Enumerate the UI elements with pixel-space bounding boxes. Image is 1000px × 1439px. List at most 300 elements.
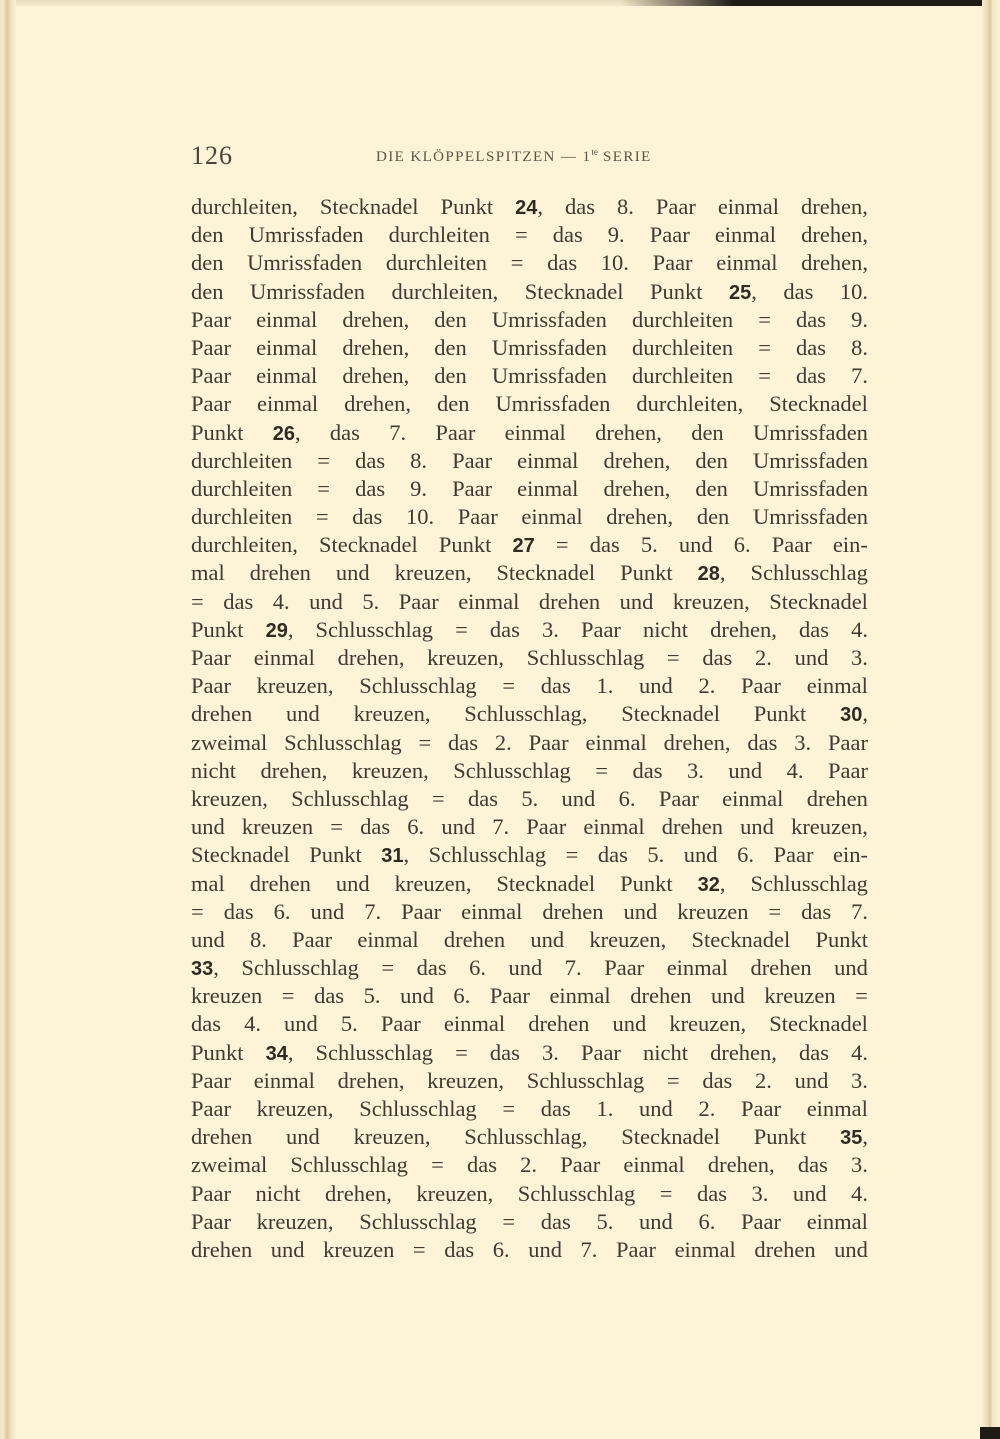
word: drehen, xyxy=(342,334,410,360)
word: Schlusschlag xyxy=(359,673,477,699)
running-head xyxy=(376,147,652,166)
word: Umrissfaden xyxy=(752,504,868,530)
word: drehen xyxy=(249,870,311,896)
word: und xyxy=(711,983,745,1009)
word: 4. xyxy=(244,1011,261,1037)
bold-number: 26 xyxy=(272,422,296,445)
pin-point-number: 24, xyxy=(515,194,543,219)
word: Schlusschlag xyxy=(315,1039,434,1065)
word: drehen xyxy=(630,983,692,1009)
word: das xyxy=(799,616,829,642)
text-line xyxy=(191,221,868,249)
word: Schlusschlag, xyxy=(464,701,588,727)
word: Paar xyxy=(827,729,868,755)
word: Schlusschlag xyxy=(453,757,571,783)
word: = xyxy=(502,673,516,699)
word: nicht xyxy=(643,1039,688,1065)
word: das xyxy=(360,814,391,840)
word: Schlusschlag xyxy=(359,1096,477,1121)
word: Umrissfaden xyxy=(752,447,868,473)
word: und xyxy=(794,645,829,670)
text-line xyxy=(191,390,868,418)
word: das xyxy=(223,898,254,924)
text-line xyxy=(191,559,868,587)
word: den xyxy=(696,504,730,530)
word: das xyxy=(796,306,827,332)
word: das xyxy=(552,222,583,248)
word: 4. xyxy=(786,757,804,783)
word: = xyxy=(855,983,868,1009)
word: das xyxy=(747,729,778,755)
word: das xyxy=(352,504,383,530)
bold-number: 29 xyxy=(265,619,288,642)
word: nicht xyxy=(255,1180,301,1206)
word: und xyxy=(286,701,320,727)
pin-point-number xyxy=(513,531,535,559)
word: das xyxy=(589,532,620,558)
word: Paar xyxy=(191,334,231,360)
word: drehen xyxy=(806,785,868,811)
word: das xyxy=(444,1236,475,1262)
word: kreuzen xyxy=(677,898,749,924)
word: einmal xyxy=(806,673,868,699)
word: kreuzen, xyxy=(427,645,504,670)
word: 2. xyxy=(755,1067,772,1093)
word: Paar xyxy=(398,588,439,614)
word: Schlusschlag, xyxy=(464,1124,588,1150)
word: kreuzen xyxy=(191,983,263,1009)
word: Schlusschlag xyxy=(359,1208,477,1234)
bold-number: 33 xyxy=(191,958,214,981)
word: und xyxy=(441,814,476,840)
word: den xyxy=(434,334,467,360)
word: = xyxy=(191,898,204,924)
word: drehen xyxy=(528,1011,590,1037)
word: einmal xyxy=(716,250,778,276)
word: 2. xyxy=(494,729,512,755)
word: 3. xyxy=(794,729,812,755)
word: und xyxy=(728,757,763,783)
word: das xyxy=(540,673,571,699)
pin-point-number: 31, xyxy=(381,842,410,868)
word: 6. xyxy=(273,898,291,924)
word: 3. xyxy=(686,757,704,783)
bold-number: 24 xyxy=(515,197,538,219)
word: 3. xyxy=(851,645,868,670)
word: = xyxy=(666,645,680,670)
word: Stecknadel xyxy=(769,391,868,417)
word: einmal xyxy=(521,504,583,530)
word: = xyxy=(502,1096,516,1121)
word: Paar xyxy=(616,1236,656,1262)
word: Stecknadel xyxy=(691,926,791,952)
word: einmal xyxy=(714,222,777,248)
word: einmal xyxy=(256,391,319,417)
word: einmal xyxy=(256,334,318,360)
word: Schlusschlag xyxy=(291,785,409,811)
word: drehen, xyxy=(603,475,671,501)
word: das xyxy=(597,842,628,868)
word: Paar xyxy=(741,1208,781,1234)
word: und xyxy=(400,983,434,1009)
word: = xyxy=(758,363,771,389)
word: Punkt xyxy=(191,616,244,642)
word: einmal xyxy=(256,306,318,332)
word: drehen xyxy=(249,560,311,586)
word: durchleiten xyxy=(388,222,490,248)
word: das xyxy=(314,983,345,1009)
word: einmal xyxy=(253,645,315,670)
word: Paar xyxy=(435,419,476,445)
word: Umrissfaden xyxy=(249,278,365,304)
word: 6. xyxy=(733,532,751,558)
word: einmal xyxy=(585,729,647,755)
word: Umrissfaden xyxy=(752,475,868,501)
word: und xyxy=(834,1236,868,1262)
word: zweimal xyxy=(191,729,268,755)
word: Stecknadel xyxy=(524,278,624,304)
word: Punkt xyxy=(649,278,703,304)
word: kreuzen, xyxy=(672,588,750,614)
word: drehen, xyxy=(603,447,671,473)
pin-point-number: 28, xyxy=(697,560,726,586)
pin-point-number: 29, xyxy=(265,616,294,642)
word: drehen, xyxy=(801,250,868,276)
word: Paar xyxy=(560,1152,601,1178)
word: Paar xyxy=(191,1096,231,1121)
word: Paar xyxy=(580,616,621,642)
text-line xyxy=(191,306,868,334)
text-line xyxy=(191,362,868,390)
word: = xyxy=(317,475,330,501)
word: 6. xyxy=(469,955,487,981)
word: den xyxy=(695,447,728,473)
word: = xyxy=(455,1039,468,1065)
word: einmal xyxy=(458,588,520,614)
word: das xyxy=(796,334,827,360)
word: 3. xyxy=(541,1039,559,1065)
word: drehen xyxy=(443,926,506,952)
word: durchleiten xyxy=(191,504,293,530)
word: kreuzen, xyxy=(353,701,431,727)
word: und xyxy=(639,1208,673,1234)
word: Paar xyxy=(652,250,693,276)
word: 2. xyxy=(698,1096,716,1121)
word: Punkt xyxy=(815,926,868,952)
word: drehen, xyxy=(337,645,405,670)
word: Umrissfaden xyxy=(491,334,607,360)
word: 3. xyxy=(541,616,559,642)
word: drehen, xyxy=(325,1180,392,1206)
word: das xyxy=(696,1180,727,1206)
word: drehen xyxy=(191,701,253,727)
word: = xyxy=(431,1152,444,1178)
word: das xyxy=(783,278,814,304)
bold-number: 27 xyxy=(512,535,535,558)
word: drehen xyxy=(750,955,812,981)
word: und xyxy=(623,898,658,924)
word: = xyxy=(514,222,528,248)
word: Paar xyxy=(655,194,696,219)
word: Punkt xyxy=(440,194,494,219)
word: = xyxy=(555,532,569,558)
word: kreuzen, xyxy=(351,757,429,783)
word: 9. xyxy=(607,222,625,248)
word: Paar xyxy=(828,757,868,783)
word: = xyxy=(381,955,395,981)
word: und xyxy=(561,785,596,811)
word: das xyxy=(632,757,663,783)
word: drehen, xyxy=(260,757,328,783)
word: das xyxy=(796,363,827,389)
word: 4. xyxy=(851,1180,868,1206)
word: Schlusschlag xyxy=(750,560,868,586)
word: = xyxy=(659,1180,673,1206)
word: und xyxy=(639,1096,673,1121)
bold-number: 30 xyxy=(840,704,863,727)
word: 8. xyxy=(616,194,634,219)
word: = xyxy=(565,842,579,868)
bold-number: 34 xyxy=(265,1042,288,1065)
word: Stecknadel xyxy=(769,588,868,614)
page-left-edge xyxy=(0,0,16,1439)
word: 6. xyxy=(407,814,425,840)
bold-number: 35 xyxy=(840,1127,863,1150)
word: Paar xyxy=(528,729,569,755)
word: 7. xyxy=(580,1236,598,1262)
word: Paar xyxy=(741,1096,781,1121)
text-line xyxy=(191,1236,868,1264)
word: drehen, xyxy=(595,419,662,445)
word: drehen, xyxy=(337,1067,405,1093)
word: das xyxy=(329,419,360,445)
word: = xyxy=(758,306,771,332)
text-line xyxy=(191,334,868,362)
word: das xyxy=(540,1096,571,1121)
word: Umrissfaden xyxy=(491,306,607,332)
text-line xyxy=(191,1151,868,1179)
text-line xyxy=(191,193,868,221)
word: einmal xyxy=(549,983,611,1009)
word: kreuzen, xyxy=(427,1067,504,1093)
word: und xyxy=(619,588,654,614)
word: und xyxy=(740,814,774,840)
word: kreuzen, xyxy=(353,1124,431,1150)
word: durchleiten xyxy=(385,250,488,276)
word: und xyxy=(508,955,543,981)
word: durchleiten xyxy=(631,334,734,360)
word: Punkt xyxy=(620,870,673,896)
word: Paar xyxy=(771,532,812,558)
bold-number: 25 xyxy=(728,281,752,304)
word: drehen, xyxy=(710,1039,777,1065)
word: Stecknadel xyxy=(319,194,419,219)
word: Schlusschlag xyxy=(315,616,434,642)
word: den xyxy=(191,222,224,248)
word: drehen, xyxy=(707,1152,775,1178)
text-line xyxy=(191,672,868,700)
word: Stecknadel xyxy=(621,1124,720,1150)
word: das xyxy=(466,1152,497,1178)
word: und xyxy=(310,898,345,924)
word: = xyxy=(317,447,330,473)
word: Paar xyxy=(773,842,814,868)
word: Punkt xyxy=(753,701,807,727)
word: 2. xyxy=(755,645,772,670)
word: = xyxy=(455,616,468,642)
word: drehen, xyxy=(342,363,410,389)
word: 10. xyxy=(600,250,629,276)
word: 8. xyxy=(851,334,868,360)
word: Stecknadel xyxy=(191,842,290,868)
text-line xyxy=(191,785,868,813)
word: 8. xyxy=(250,926,267,952)
word: = xyxy=(666,1067,680,1093)
word: 4. xyxy=(272,588,290,614)
text-line xyxy=(191,419,868,447)
word: Stecknadel xyxy=(318,532,418,558)
word: Paar xyxy=(191,1180,231,1206)
pin-point-number: 35, xyxy=(840,1124,868,1150)
word: und xyxy=(792,1180,827,1206)
word: und xyxy=(335,870,370,896)
word: einmal xyxy=(443,1011,506,1037)
text-line xyxy=(191,249,868,277)
word: 5. xyxy=(340,1011,358,1037)
word: 6. xyxy=(737,842,754,868)
word: und xyxy=(528,1236,562,1262)
word: durchleiten xyxy=(191,447,293,473)
word: das xyxy=(355,475,386,501)
word: 7. xyxy=(492,814,510,840)
word: nicht xyxy=(643,616,688,642)
word: Schlusschlag xyxy=(526,645,645,670)
text-line xyxy=(191,841,868,869)
word: kreuzen xyxy=(323,1236,395,1262)
word: das xyxy=(799,1039,829,1065)
word: = xyxy=(431,785,445,811)
word: drehen xyxy=(542,898,604,924)
word: Paar xyxy=(649,222,690,248)
word: 9. xyxy=(410,475,428,501)
word: kreuzen, xyxy=(394,870,472,896)
word: Punkt xyxy=(438,532,492,558)
word: 10. xyxy=(405,504,435,530)
word: durchleiten, xyxy=(636,391,744,417)
word: den xyxy=(434,306,467,332)
word: Punkt xyxy=(620,560,673,586)
word: = xyxy=(330,814,343,840)
word: einmal xyxy=(717,194,780,219)
word: das xyxy=(489,616,520,642)
word: = xyxy=(595,757,608,783)
word: Umrissfaden xyxy=(247,250,363,276)
word: Paar xyxy=(191,1067,231,1093)
word: 2. xyxy=(698,673,716,699)
word: drehen, xyxy=(801,194,868,219)
word: und xyxy=(286,1124,320,1150)
text-line xyxy=(191,588,868,616)
word: und xyxy=(530,926,565,952)
word: Schlusschlag xyxy=(284,729,402,755)
word: mal xyxy=(191,560,225,586)
word: 5. xyxy=(363,983,381,1009)
text-line xyxy=(191,278,868,306)
word: Schlusschlag xyxy=(290,1152,408,1178)
word: kreuzen, xyxy=(416,1180,494,1206)
bold-number: 28 xyxy=(697,563,720,586)
word: Stecknadel xyxy=(496,560,596,586)
text-line xyxy=(191,447,868,475)
text-line xyxy=(191,1067,868,1095)
word: das xyxy=(223,588,254,614)
word: Paar xyxy=(452,475,493,501)
word: 10. xyxy=(839,278,868,304)
word: 4. xyxy=(851,1039,868,1065)
word: das xyxy=(547,250,578,276)
word: kreuzen, xyxy=(394,560,472,586)
word: kreuzen xyxy=(241,814,314,840)
word: drehen, xyxy=(663,729,731,755)
word: und xyxy=(270,1236,305,1262)
text-line xyxy=(191,1039,868,1067)
word: Paar xyxy=(292,926,333,952)
word: kreuzen, xyxy=(669,1011,747,1037)
word: einmal xyxy=(623,1152,685,1178)
word: und xyxy=(834,955,868,981)
word: 8. xyxy=(410,447,428,473)
word: drehen xyxy=(661,814,723,840)
word: einmal xyxy=(666,955,728,981)
word: 7. xyxy=(364,898,382,924)
word: 5. xyxy=(647,842,665,868)
word: drehen xyxy=(754,1236,816,1262)
word: 3. xyxy=(851,1152,868,1178)
text-line xyxy=(191,870,868,898)
word: den xyxy=(434,363,467,389)
word: 6. xyxy=(698,1208,716,1234)
word: das xyxy=(801,898,832,924)
word: das xyxy=(489,1039,520,1065)
word: den xyxy=(695,475,728,501)
word: Paar xyxy=(489,983,530,1009)
word: 7. xyxy=(564,955,582,981)
pin-point-number: 26, xyxy=(272,419,301,445)
word: einmal xyxy=(517,475,579,501)
word: den xyxy=(191,250,224,276)
text-line xyxy=(191,644,868,672)
running-head-title: DIE KLÖPPELSPITZEN — 1 xyxy=(376,149,592,165)
word: einmal xyxy=(674,1236,736,1262)
word: Stecknadel xyxy=(496,870,596,896)
word: = xyxy=(502,1208,516,1234)
word: kreuzen, xyxy=(791,814,868,840)
word: durchleiten, xyxy=(191,532,298,558)
word: durchleiten, xyxy=(391,278,499,304)
word: das xyxy=(448,729,479,755)
word: 5. xyxy=(596,1208,614,1234)
word: mal xyxy=(191,870,225,896)
word: Paar xyxy=(191,363,231,389)
word: Punkt xyxy=(191,419,244,445)
word: drehen xyxy=(191,1124,253,1150)
text-line xyxy=(191,926,868,954)
word: durchleiten, xyxy=(191,194,298,219)
word: Schlusschlag xyxy=(428,842,547,868)
word: = xyxy=(510,250,524,276)
text-line xyxy=(191,1123,868,1151)
word: Paar xyxy=(191,306,231,332)
